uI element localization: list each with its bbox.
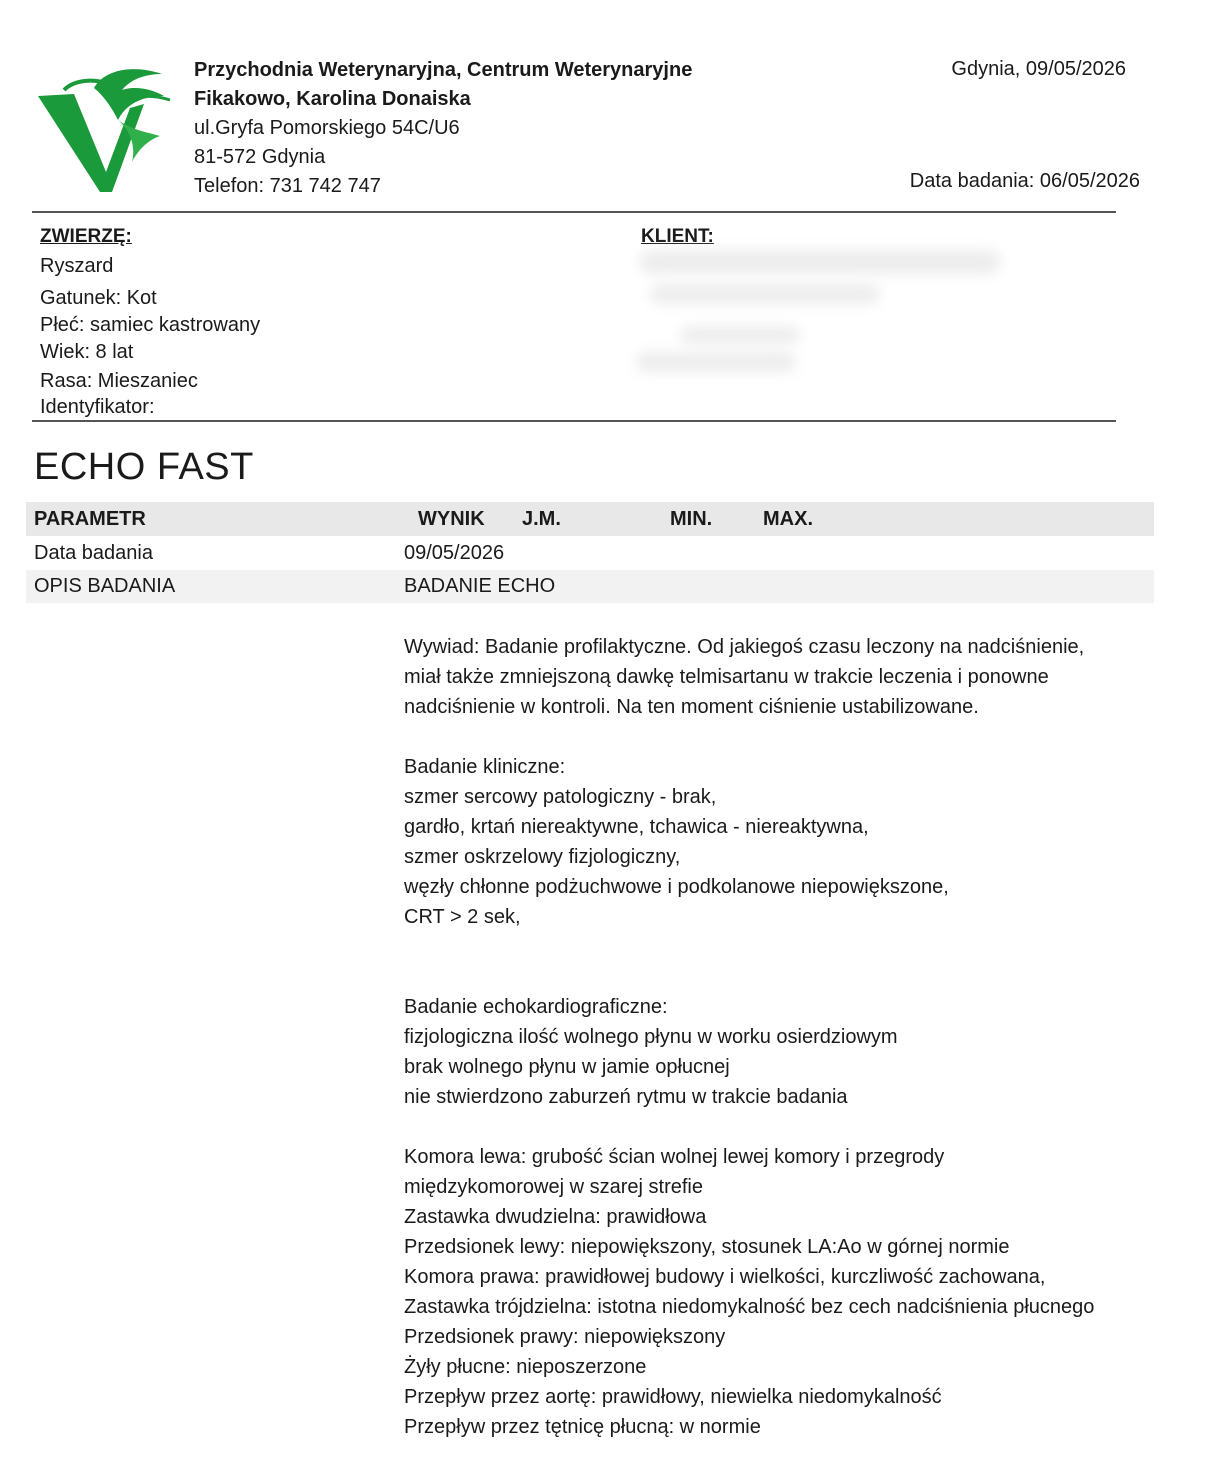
exam-date: Data badania: 06/05/2026 bbox=[909, 170, 1140, 192]
client-section-title: KLIENT: bbox=[641, 226, 714, 247]
animal-section-title: ZWIERZĘ: bbox=[40, 226, 132, 247]
animal-breed: Rasa: Mieszaniec bbox=[40, 370, 198, 392]
clinical-line: Badanie kliniczne: bbox=[404, 756, 566, 778]
animal-sex: Płeć: samiec kastrowany bbox=[40, 314, 261, 336]
table-row bbox=[26, 537, 1154, 570]
client-redaction bbox=[640, 250, 1000, 274]
row-value: 09/05/2026 bbox=[404, 542, 505, 564]
header-divider bbox=[32, 211, 1116, 213]
animal-age: Wiek: 8 lat bbox=[40, 341, 134, 363]
client-redaction bbox=[636, 352, 796, 372]
info-divider bbox=[32, 420, 1116, 422]
header-max: MAX. bbox=[763, 508, 813, 530]
exam-title: ECHO FAST bbox=[34, 446, 254, 488]
finding-line: Komora lewa: grubość ścian wolnej lewej komory i przegrody bbox=[404, 1146, 945, 1168]
header-wynik: WYNIK bbox=[418, 508, 485, 530]
header-jm: J.M. bbox=[522, 508, 561, 530]
finding-line: Przedsionek lewy: niepowiększony, stosunek LA:Ao w górnej normie bbox=[404, 1236, 1010, 1258]
clinical-line: szmer oskrzelowy fizjologiczny, bbox=[404, 846, 681, 868]
animal-identifier: Identyfikator: bbox=[40, 396, 155, 418]
echo-line: nie stwierdzono zaburzeń rytmu w trakcie badania bbox=[404, 1086, 848, 1108]
finding-line: Zastawka dwudzielna: prawidłowa bbox=[404, 1206, 707, 1228]
echo-line: brak wolnego płynu w jamie opłucnej bbox=[404, 1056, 730, 1078]
clinic-name-line2: Fikakowo, Karolina Donaiska bbox=[194, 88, 471, 110]
wywiad-line: Wywiad: Badanie profilaktyczne. Od jakiegoś czasu leczony na nadciśnienie, bbox=[404, 636, 1085, 658]
echo-line: fizjologiczna ilość wolnego płynu w worku osierdziowym bbox=[404, 1026, 898, 1048]
row-value: BADANIE ECHO bbox=[404, 575, 556, 597]
clinical-line: szmer sercowy patologiczny - brak, bbox=[404, 786, 717, 808]
finding-line: Przedsionek prawy: niepowiększony bbox=[404, 1326, 726, 1348]
row-param: OPIS BADANIA bbox=[34, 575, 176, 597]
animal-name: Ryszard bbox=[40, 255, 114, 277]
finding-line: Komora prawa: prawidłowej budowy i wielkości, kurczliwość zachowana, bbox=[404, 1266, 1046, 1288]
client-redaction bbox=[680, 326, 800, 344]
echo-line: Badanie echokardiograficzne: bbox=[404, 996, 668, 1018]
client-redaction bbox=[650, 284, 880, 304]
clinic-logo bbox=[34, 60, 174, 194]
clinic-city: 81-572 Gdynia bbox=[194, 146, 326, 168]
header-min: MIN. bbox=[670, 508, 713, 530]
finding-line: Zastawka trójdzielna: istotna niedomykalność bez cech nadciśnienia płucnego bbox=[404, 1296, 1095, 1318]
clinic-name-line1: Przychodnia Weterynaryjna, Centrum Weterynaryjne bbox=[194, 59, 693, 81]
clinic-phone: Telefon: 731 742 747 bbox=[194, 175, 381, 197]
finding-line: Przepływ przez aortę: prawidłowy, niewielka niedomykalność bbox=[404, 1386, 942, 1408]
finding-line: Żyły płucne: nieposzerzone bbox=[404, 1356, 647, 1378]
wywiad-line: nadciśnienie w kontroli. Na ten moment ciśnienie ustabilizowane. bbox=[404, 696, 979, 718]
finding-line: Przepływ przez tętnicę płucną: w normie bbox=[404, 1416, 761, 1438]
animal-species: Gatunek: Kot bbox=[40, 287, 157, 309]
table-header bbox=[26, 502, 1154, 536]
wywiad-line: miał także zmniejszoną dawkę telmisartanu w trakcie leczenia i ponowne bbox=[404, 666, 1049, 688]
place-date: Gdynia, 09/05/2026 bbox=[951, 58, 1126, 80]
clinical-line: węzły chłonne podżuchwowe i podkolanowe niepowiększone, bbox=[404, 876, 949, 898]
finding-line: międzykomorowej w szarej strefie bbox=[404, 1176, 703, 1198]
clinical-line: CRT > 2 sek, bbox=[404, 906, 521, 928]
vet-logo-icon bbox=[34, 60, 174, 194]
clinic-address: ul.Gryfa Pomorskiego 54C/U6 bbox=[194, 117, 460, 139]
header-parametr: PARAMETR bbox=[34, 508, 146, 530]
exam-description bbox=[404, 632, 1164, 1442]
row-param: Data badania bbox=[34, 542, 153, 564]
table-row bbox=[26, 570, 1154, 603]
clinical-line: gardło, krtań niereaktywne, tchawica - niereaktywna, bbox=[404, 816, 869, 838]
